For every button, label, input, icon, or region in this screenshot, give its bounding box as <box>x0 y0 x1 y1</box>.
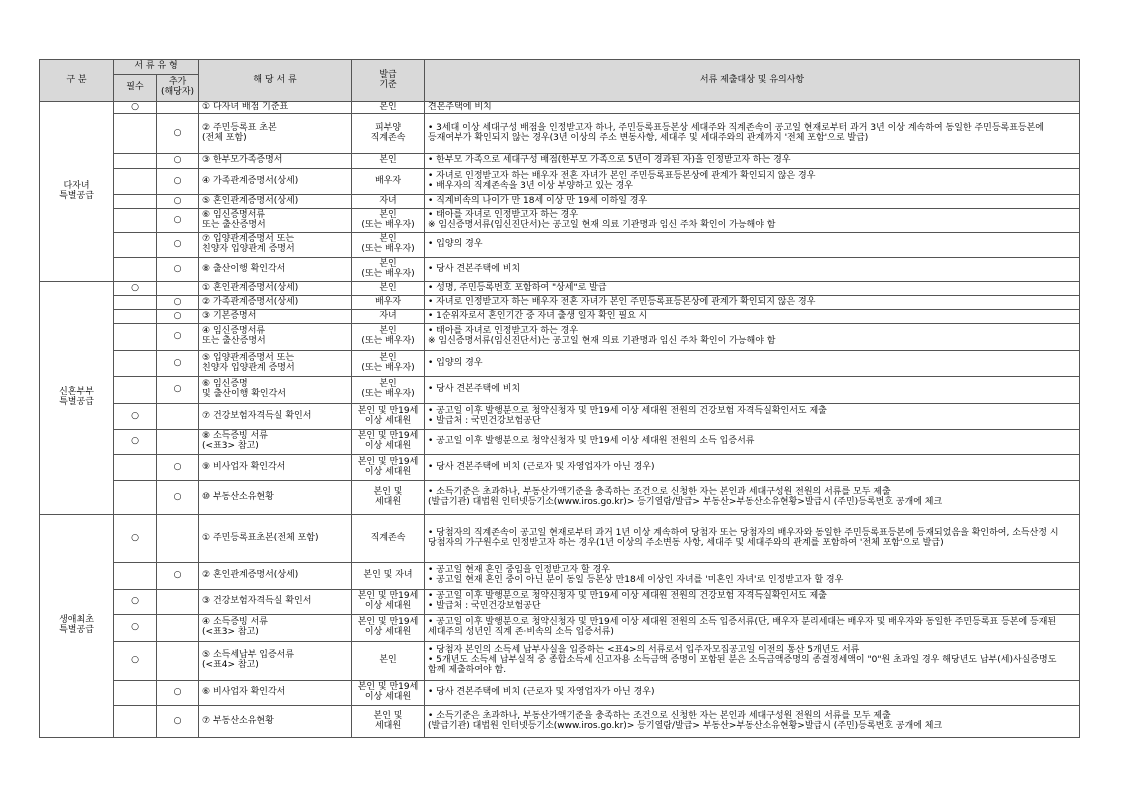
header-additional: 추가 (해당자) <box>157 75 199 102</box>
additional-mark <box>157 590 199 615</box>
required-mark: ○ <box>114 404 157 430</box>
submission-notes: • 당첨자 본인의 소득세 납부사실을 입증하는 <표4>의 서류로서 입주자모집공고일 이전의 통산 5개년도 서류 • 5개년도 소득세 납부실적 중 종합소득세 신고자용 소득금액 증명이 포함된 분은 소득금액증명의 종결정세액이 "0"원 초과일 경우 해당년도 납부(세)사실증명도 함께 제출하여야 함. <box>425 642 1080 681</box>
required-mark <box>114 296 157 310</box>
table-row <box>40 563 1080 590</box>
header-doc-name: 해 당 서 류 <box>199 60 352 102</box>
issue-basis: 배우자 <box>352 169 425 195</box>
submission-notes: • 당첨자의 직계존속이 공고일 현재로부터 과거 1년 이상 계속하여 당첨자 또는 당첨자의 배우자와 동일한 주민등록표등본에 등재되었음을 확인하여, 소득산정 시 당첨자의 가구원수로 인정받고자 하는 경우(1년 이상의 주소변동 사항, 세대주 및 세대주와의 관계를 포함하여 '전체 포함'으로 발급) <box>425 515 1080 563</box>
submission-notes: • 직계비속의 나이가 만 18세 이상 만 19세 이하일 경우 <box>425 195 1080 209</box>
issue-basis: 본인 (또는 배우자) <box>352 258 425 282</box>
additional-mark <box>157 282 199 296</box>
required-mark <box>114 377 157 404</box>
additional-mark: ○ <box>157 681 199 706</box>
table-row <box>40 209 1080 233</box>
issue-basis: 본인 (또는 배우자) <box>352 324 425 351</box>
submission-notes: • 당사 견본주택에 비치 (근로자 및 자영업자가 아닌 경우) <box>425 455 1080 481</box>
issue-basis: 본인 및 만19세 이상 세대원 <box>352 455 425 481</box>
issue-basis: 본인 및 만19세 이상 세대원 <box>352 615 425 642</box>
additional-mark <box>157 102 199 114</box>
submission-notes: • 태아를 자녀로 인정받고자 하는 경우 ※ 임신증명서류(임신진단서)는 공고일 현재 의료 기관명과 임신 주차 확인이 가능해야 함 <box>425 209 1080 233</box>
submission-notes: • 공고일 이후 발행분으로 청약신청자 및 만19세 이상 세대원 전원의 건강보험 자격득실확인서도 제출 • 발급처 : 국민건강보험공단 <box>425 590 1080 615</box>
additional-mark: ○ <box>157 209 199 233</box>
issue-basis: 본인 <box>352 282 425 296</box>
required-mark <box>114 481 157 515</box>
additional-mark: ○ <box>157 114 199 154</box>
issue-basis: 자녀 <box>352 195 425 209</box>
table-row <box>40 351 1080 377</box>
required-mark <box>114 233 157 258</box>
required-mark <box>114 351 157 377</box>
header-gubun: 구 분 <box>40 60 114 102</box>
issue-basis: 본인 (또는 배우자) <box>352 351 425 377</box>
table-row <box>40 615 1080 642</box>
submission-notes: • 공고일 이후 발행분으로 청약신청자 및 만19세 이상 세대원 전원의 소득 입증서류(단, 배우자 분리세대는 배우자 및 배우자와 동일한 주민등록표 등본에 등재된 세대주의 성년인 직계 존·비속의 소득 입증서류) <box>425 615 1080 642</box>
required-mark: ○ <box>114 282 157 296</box>
document-name: ④ 소득증빙 서류 (<표3> 참고) <box>199 615 352 642</box>
document-name: ④ 임신증명서류 또는 출산증명서 <box>199 324 352 351</box>
issue-basis: 본인 및 만19세 이상 세대원 <box>352 430 425 455</box>
additional-mark: ○ <box>157 258 199 282</box>
submission-notes: • 공고일 이후 발행분으로 청약신청자 및 만19세 이상 세대원 전원의 소득 입증서류 <box>425 430 1080 455</box>
issue-basis: 본인 및 세대원 <box>352 706 425 738</box>
document-name: ② 혼인관계증명서(상세) <box>199 563 352 590</box>
section-name: 다자녀 특별공급 <box>40 102 114 282</box>
table-row <box>40 590 1080 615</box>
required-mark <box>114 258 157 282</box>
required-mark <box>114 310 157 324</box>
submission-notes: • 한부모 가족으로 세대구성 배점(한부모 가족으로 5년이 경과된 자)을 인정받고자 하는 경우 <box>425 154 1080 169</box>
table-row <box>40 404 1080 430</box>
document-name: ② 가족관계증명서(상세) <box>199 296 352 310</box>
submission-notes: • 공고일 현재 혼인 중임을 인정받고자 할 경우 • 공고일 현재 혼인 중이 아닌 분이 동일 등본상 만18세 이상인 자녀를 '미혼인 자녀'로 인정받고자 할 경우 <box>425 563 1080 590</box>
required-mark <box>114 169 157 195</box>
issue-basis: 본인 <box>352 102 425 114</box>
required-mark <box>114 563 157 590</box>
issue-basis: 피부양 직계존속 <box>352 114 425 154</box>
required-mark <box>114 706 157 738</box>
document-name: ⑦ 입양관계증명서 또는 친양자 입양관계 증명서 <box>199 233 352 258</box>
document-name: ⑧ 출산이행 확인각서 <box>199 258 352 282</box>
table-row <box>40 154 1080 169</box>
required-mark: ○ <box>114 590 157 615</box>
submission-notes: 견본주택에 비치 <box>425 102 1080 114</box>
submission-notes: • 입양의 경우 <box>425 351 1080 377</box>
additional-mark: ○ <box>157 310 199 324</box>
additional-mark: ○ <box>157 377 199 404</box>
issue-basis: 본인 <box>352 154 425 169</box>
table-row <box>40 324 1080 351</box>
issue-basis: 배우자 <box>352 296 425 310</box>
submission-notes: • 3세대 이상 세대구성 배점을 인정받고자 하나, 주민등록표등본상 세대주와 직계존속이 공고일 현재로부터 과거 3년 이상 계속하여 동일한 주민등록표등본에 등재여부가 확인되지 않는 경우(3년 이상의 주소 변동사항, 세대주 및 세대주와의 관계까지 '전체 포함'으로 발급) <box>425 114 1080 154</box>
required-mark: ○ <box>114 515 157 563</box>
submission-notes: • 1순위자로서 혼인기간 중 자녀 출생 일자 확인 필요 시 <box>425 310 1080 324</box>
additional-mark: ○ <box>157 195 199 209</box>
issue-basis: 본인 및 만19세 이상 세대원 <box>352 404 425 430</box>
issue-basis: 자녀 <box>352 310 425 324</box>
document-name: ③ 한부모가족증명서 <box>199 154 352 169</box>
header-row-1 <box>40 60 1080 75</box>
additional-mark <box>157 404 199 430</box>
header-required: 필수 <box>114 75 157 102</box>
document-name: ③ 건강보험자격득실 확인서 <box>199 590 352 615</box>
document-name: ④ 가족관계증명서(상세) <box>199 169 352 195</box>
document-name: ③ 기본증명서 <box>199 310 352 324</box>
required-mark <box>114 114 157 154</box>
issue-basis: 본인 및 만19세 이상 세대원 <box>352 590 425 615</box>
table-row <box>40 282 1080 296</box>
table-row <box>40 642 1080 681</box>
section-name: 신혼부부 특별공급 <box>40 282 114 515</box>
required-mark: ○ <box>114 430 157 455</box>
required-mark <box>114 681 157 706</box>
submission-notes: • 자녀로 인정받고자 하는 배우자 전혼 자녀가 본인 주민등록표등본상에 관계가 확인되지 않은 경우 • 배우자의 직계존속을 3년 이상 부양하고 있는 경우 <box>425 169 1080 195</box>
required-mark: ○ <box>114 102 157 114</box>
additional-mark <box>157 515 199 563</box>
additional-mark: ○ <box>157 706 199 738</box>
submission-notes: • 자녀로 인정받고자 하는 배우자 전혼 자녀가 본인 주민등록표등본상에 관계가 확인되지 않은 경우 <box>425 296 1080 310</box>
required-documents-table <box>39 59 1080 738</box>
table-row <box>40 515 1080 563</box>
submission-notes: • 당사 견본주택에 비치 (근로자 및 자영업자가 아닌 경우) <box>425 681 1080 706</box>
additional-mark: ○ <box>157 563 199 590</box>
submission-notes: • 공고일 이후 발행분으로 청약신청자 및 만19세 이상 세대원 전원의 건강보험 자격득실확인서도 제출 • 발급처 : 국민건강보험공단 <box>425 404 1080 430</box>
additional-mark: ○ <box>157 154 199 169</box>
table-row <box>40 455 1080 481</box>
document-name: ① 다자녀 배점 기준표 <box>199 102 352 114</box>
document-name: ⑤ 혼인관계증명서(상세) <box>199 195 352 209</box>
document-name: ⑦ 건강보험자격득실 확인서 <box>199 404 352 430</box>
issue-basis: 본인 및 자녀 <box>352 563 425 590</box>
document-name: ⑤ 소득세납부 입증서류 (<표4> 참고) <box>199 642 352 681</box>
submission-notes: • 성명, 주민등록번호 포함하여 "상세"로 발급 <box>425 282 1080 296</box>
required-mark: ○ <box>114 615 157 642</box>
required-mark <box>114 154 157 169</box>
document-name: ⑨ 비사업자 확인각서 <box>199 455 352 481</box>
submission-notes: • 당사 견본주택에 비치 <box>425 377 1080 404</box>
document-name: ① 주민등록표초본(전체 포함) <box>199 515 352 563</box>
required-mark <box>114 209 157 233</box>
table-row <box>40 114 1080 154</box>
document-name: ② 주민등록표 초본 (전체 포함) <box>199 114 352 154</box>
required-mark: ○ <box>114 642 157 681</box>
document-name: ⑥ 임신증명 및 출산이행 확인각서 <box>199 377 352 404</box>
additional-mark: ○ <box>157 455 199 481</box>
document-name: ⑥ 임신증명서류 또는 출산증명서 <box>199 209 352 233</box>
additional-mark: ○ <box>157 351 199 377</box>
submission-notes: • 입양의 경우 <box>425 233 1080 258</box>
table-row <box>40 310 1080 324</box>
submission-notes: • 소득기준은 초과하나, 부동산가액기준을 충족하는 조건으로 신청한 자는 본인과 세대구성원 전원의 서류를 모두 제출 (발급기관) 대법원 인터넷등기소(www.iros.go.kr)> 등기열람/발급> 부동산>부동산소유현황>발급시 (주민)등록번호 공개에 체크 <box>425 706 1080 738</box>
document-name: ⑥ 비사업자 확인각서 <box>199 681 352 706</box>
table-row <box>40 296 1080 310</box>
additional-mark: ○ <box>157 233 199 258</box>
additional-mark: ○ <box>157 296 199 310</box>
additional-mark: ○ <box>157 169 199 195</box>
section-name: 생애최초 특별공급 <box>40 515 114 738</box>
document-name: ① 혼인관계증명서(상세) <box>199 282 352 296</box>
header-basis: 발급 기준 <box>352 60 425 102</box>
table-row <box>40 481 1080 515</box>
header-doc-type: 서 류 유 형 <box>114 60 199 75</box>
required-mark <box>114 324 157 351</box>
submission-notes: • 소득기준은 초과하나, 부동산가액기준을 충족하는 조건으로 신청한 자는 본인과 세대구성원 전원의 서류를 모두 제출 (발급기관) 대법원 인터넷등기소(www.iros.go.kr)> 등기열람/발급> 부동산>부동산소유현황>발급시 (주민)등록번호 공개에 체크 <box>425 481 1080 515</box>
table-row <box>40 377 1080 404</box>
document-name: ⑩ 부동산소유현황 <box>199 481 352 515</box>
issue-basis: 본인 <box>352 642 425 681</box>
table-row <box>40 706 1080 738</box>
issue-basis: 본인 및 만19세 이상 세대원 <box>352 681 425 706</box>
document-name: ⑤ 입양관계증명서 또는 친양자 입양관계 증명서 <box>199 351 352 377</box>
additional-mark: ○ <box>157 481 199 515</box>
table-row <box>40 681 1080 706</box>
table-row <box>40 258 1080 282</box>
additional-mark <box>157 642 199 681</box>
document-name: ⑧ 소득증빙 서류 (<표3> 참고) <box>199 430 352 455</box>
submission-notes: • 당사 견본주택에 비치 <box>425 258 1080 282</box>
table-row <box>40 195 1080 209</box>
table-row <box>40 233 1080 258</box>
issue-basis: 본인 (또는 배우자) <box>352 377 425 404</box>
issue-basis: 본인 (또는 배우자) <box>352 209 425 233</box>
document-name: ⑦ 부동산소유현황 <box>199 706 352 738</box>
additional-mark <box>157 615 199 642</box>
required-mark <box>114 455 157 481</box>
additional-mark: ○ <box>157 324 199 351</box>
issue-basis: 본인 및 세대원 <box>352 481 425 515</box>
table-row <box>40 169 1080 195</box>
table-row <box>40 430 1080 455</box>
issue-basis: 본인 (또는 배우자) <box>352 233 425 258</box>
required-mark <box>114 195 157 209</box>
table-row <box>40 102 1080 114</box>
submission-notes: • 태아를 자녀로 인정받고자 하는 경우 ※ 임신증명서류(임신진단서)는 공고일 현재 의료 기관명과 임신 주차 확인이 가능해야 함 <box>425 324 1080 351</box>
additional-mark <box>157 430 199 455</box>
issue-basis: 직계존속 <box>352 515 425 563</box>
header-notes: 서류 제출대상 및 유의사항 <box>425 60 1080 102</box>
